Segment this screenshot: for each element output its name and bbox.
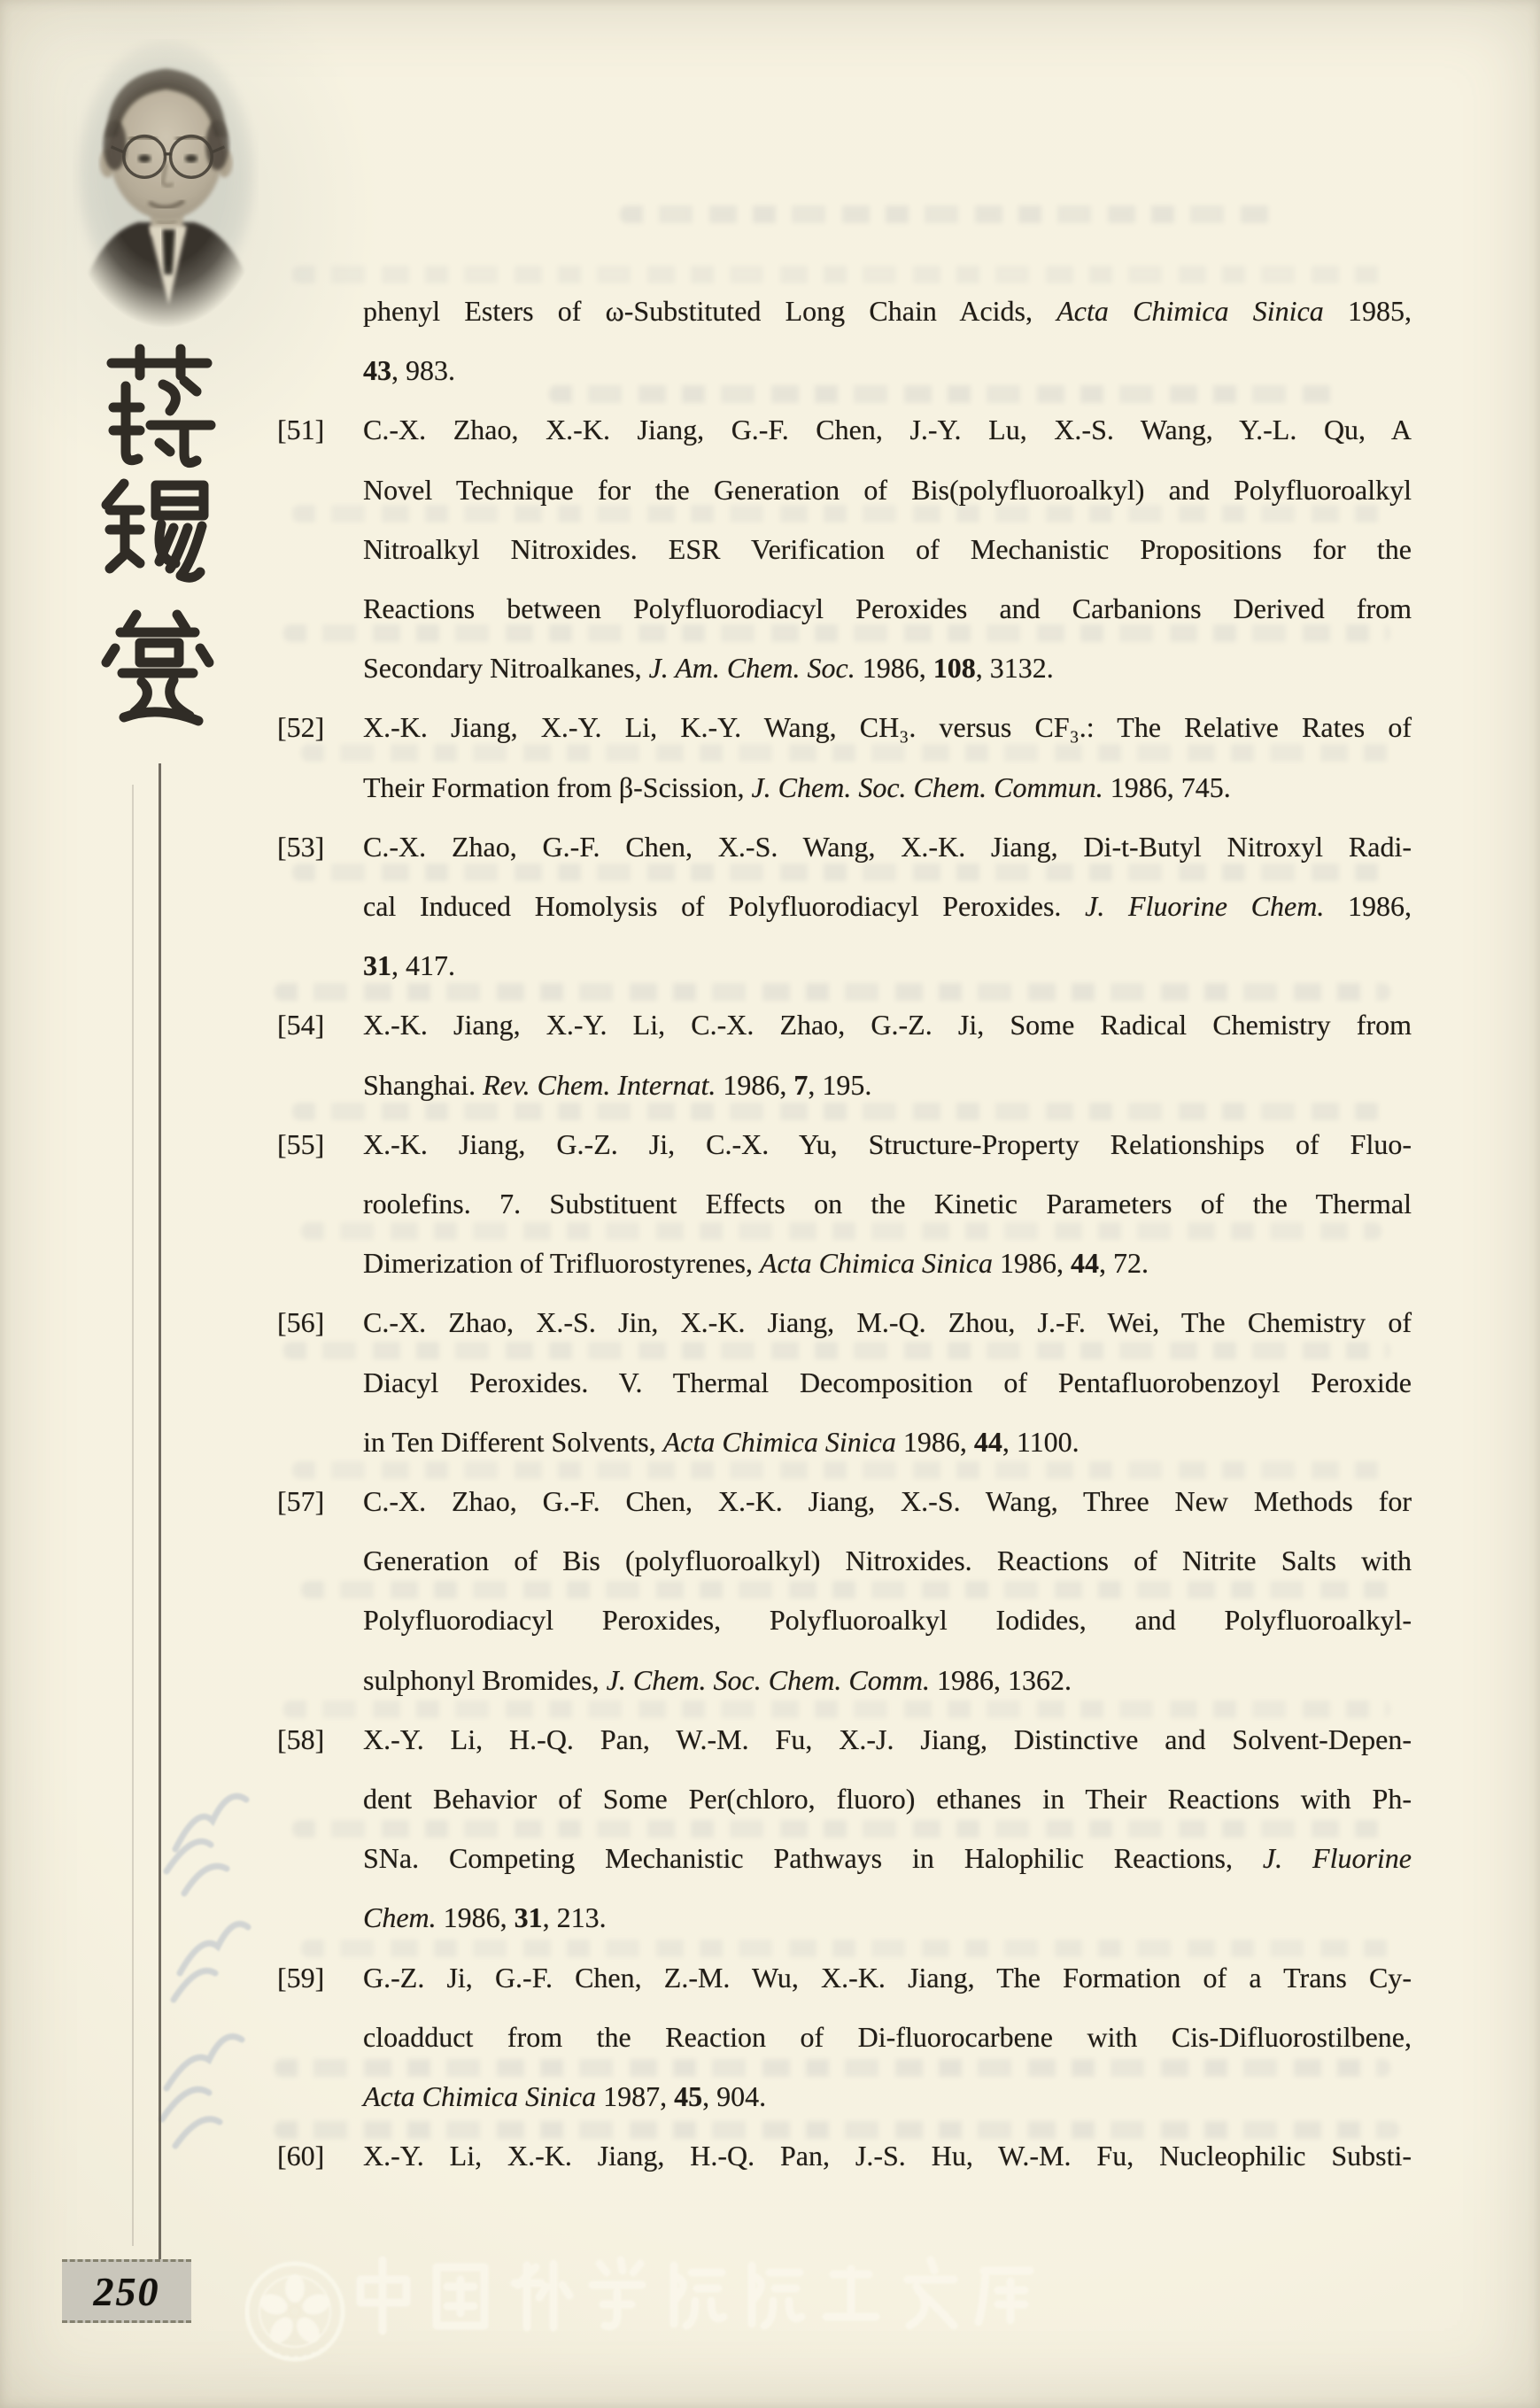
reference-line: Nitroalkyl Nitroxides. ESR Verification of Mechanistic Propositions for the	[363, 532, 1412, 565]
reference-line: X.-K. Jiang, X.-Y. Li, C.-X. Zhao, G.-Z. Ji, Some Radical Chemistry from	[363, 1009, 1412, 1041]
reference-line: Shanghai. Rev. Chem. Internat. 1986, 7, 195.	[363, 1068, 872, 1101]
author-name-calligraphy	[96, 344, 228, 733]
reference-number: [58]	[277, 1723, 325, 1755]
page-number-badge	[62, 2259, 191, 2323]
reference-line: Acta Chimica Sinica 1987, 45, 904.	[363, 2080, 767, 2113]
reference-line: Their Formation from β-Scission, J. Chem. Soc. Chem. Commun. 1986, 745.	[363, 770, 1231, 803]
reference	[277, 2126, 1412, 2186]
page-number: 250	[93, 2268, 160, 2314]
show-through-text	[292, 266, 1390, 283]
reference	[277, 1948, 1412, 2127]
author-photo	[73, 39, 259, 340]
watermark-char-xue	[592, 2260, 642, 2327]
eye	[185, 154, 197, 162]
reference	[277, 698, 1412, 817]
reference-number: [52]	[277, 711, 325, 744]
reference	[277, 282, 1412, 400]
reference-line: Chem. 1986, 31, 213.	[363, 1901, 607, 1934]
watermark-char-ke	[515, 2264, 569, 2327]
reference-line: roolefins. 7. Substituent Effects on the Kinetic Parameters of the Thermal	[363, 1188, 1412, 1220]
reference-line: Secondary Nitroalkanes, J. Am. Chem. Soc. 1986, 108, 3132.	[363, 652, 1054, 685]
reference-line: C.-X. Zhao, X.-S. Jin, X.-K. Jiang, M.-Q. Zhou, J.-F. Wei, The Chemistry of	[363, 1306, 1412, 1339]
reference-line: Reactions between Polyfluorodiacyl Peroxides and Carbanions Derived from	[363, 592, 1412, 625]
references-list	[277, 282, 1412, 2187]
reference-line: 43, 983.	[363, 354, 455, 387]
reference-line: X.-Y. Li, H.-Q. Pan, W.-M. Fu, X.-J. Jiang, Distinctive and Solvent-Depen-	[363, 1723, 1412, 1755]
watermark-char-zhong	[360, 2260, 406, 2331]
reference-line: Novel Technique for the Generation of Bis(polyfluoroalkyl) and Polyfluoroalkyl	[363, 473, 1412, 506]
reference-line: 31, 417.	[363, 949, 455, 982]
reference-line: in Ten Different Solvents, Acta Chimica Sinica 1986, 44, 1100.	[363, 1425, 1080, 1458]
reference	[277, 400, 1412, 698]
watermark-char-guo	[437, 2267, 484, 2326]
reference-line: Polyfluorodiacyl Peroxides, Polyfluoroalkyl Iodides, and Polyfluoroalkyl-	[363, 1604, 1412, 1637]
reference-line: X.-K. Jiang, G.-Z. Ji, C.-X. Yu, Structure-Property Relationships of Fluo-	[363, 1127, 1412, 1160]
reference-number: [54]	[277, 1009, 325, 1041]
watermark-char-shi	[826, 2269, 876, 2317]
reference-line: SNa. Competing Mechanistic Pathways in Halophilic Reactions, J. Fluorine	[363, 1842, 1412, 1875]
reference	[277, 817, 1412, 996]
show-through-text	[620, 205, 1275, 223]
margin-scribbles	[113, 1707, 299, 2212]
margin-vertical-rule	[159, 763, 161, 2260]
reference-line: phenyl Esters of ω-Substituted Long Chain Acids, Acta Chimica Sinica 1985,	[363, 295, 1412, 327]
reference	[277, 1115, 1412, 1294]
library-watermark	[244, 2242, 1095, 2393]
reference-line: Dimerization of Trifluorostyrenes, Acta Chimica Sinica 1986, 44, 72.	[363, 1247, 1149, 1280]
eye	[138, 154, 151, 162]
calligraphy-char-kui	[106, 615, 209, 721]
hair-side	[103, 120, 126, 170]
reference-line: X.-Y. Li, X.-K. Jiang, H.-Q. Pan, J.-S. Hu, W.-M. Fu, Nucleophilic Substi-	[363, 2140, 1412, 2172]
calligraphy-char-jiang	[112, 349, 211, 463]
reference-number: [51]	[277, 414, 325, 446]
reference-line: sulphonyl Bromides, J. Chem. Soc. Chem. Comm. 1986, 1362.	[363, 1663, 1072, 1696]
reference	[277, 995, 1412, 1114]
reference	[277, 1710, 1412, 1948]
reference-line: dent Behavior of Some Per(chloro, fluoro) ethanes in Their Reactions with Ph-	[363, 1783, 1412, 1816]
calligraphy-char-xi	[106, 484, 204, 577]
reference	[277, 1293, 1412, 1472]
reference-line: Diacyl Peroxides. V. Thermal Decomposition of Pentafluorobenzoyl Peroxide	[363, 1366, 1412, 1398]
watermark-char-yuan2	[752, 2265, 801, 2326]
reference-number: [56]	[277, 1306, 325, 1339]
reference-line: cloadduct from the Reaction of Di-fluorocarbene with Cis-Difluorostilbene,	[363, 2020, 1412, 2053]
watermark-char-ku	[979, 2271, 1030, 2322]
academy-logo	[247, 2264, 343, 2359]
reference-line: C.-X. Zhao, G.-F. Chen, X.-K. Jiang, X.-S. Wang, Three New Methods for	[363, 1485, 1412, 1518]
reference-number: [60]	[277, 2140, 325, 2172]
watermark-char-wen	[908, 2260, 954, 2326]
reference-number: [55]	[277, 1127, 325, 1160]
reference	[277, 1472, 1412, 1710]
reference-number: [59]	[277, 1961, 325, 1994]
reference-line: Generation of Bis (polyfluoroalkyl) Nitroxides. Reactions of Nitrite Salts with	[363, 1545, 1412, 1577]
reference-line: G.-Z. Ji, G.-F. Chen, Z.-M. Wu, X.-K. Jiang, The Formation of a Trans Cy-	[363, 1961, 1412, 1994]
reference-number: [53]	[277, 830, 325, 863]
reference-line: X.-K. Jiang, X.-Y. Li, K.-Y. Wang, CH₃. versus CF₃.: The Relative Rates of	[363, 711, 1412, 744]
reference-line: C.-X. Zhao, X.-K. Jiang, G.-F. Chen, J.-Y. Lu, X.-S. Wang, Y.-L. Qu, A	[363, 414, 1412, 446]
reference-line: cal Induced Homolysis of Polyfluorodiacyl Peroxides. J. Fluorine Chem. 1986,	[363, 890, 1412, 923]
watermark-char-yuan	[674, 2265, 724, 2326]
reference-number: [57]	[277, 1485, 325, 1518]
reference-line: C.-X. Zhao, G.-F. Chen, X.-S. Wang, X.-K. Jiang, Di-t-Butyl Nitroxyl Radi-	[363, 830, 1412, 863]
